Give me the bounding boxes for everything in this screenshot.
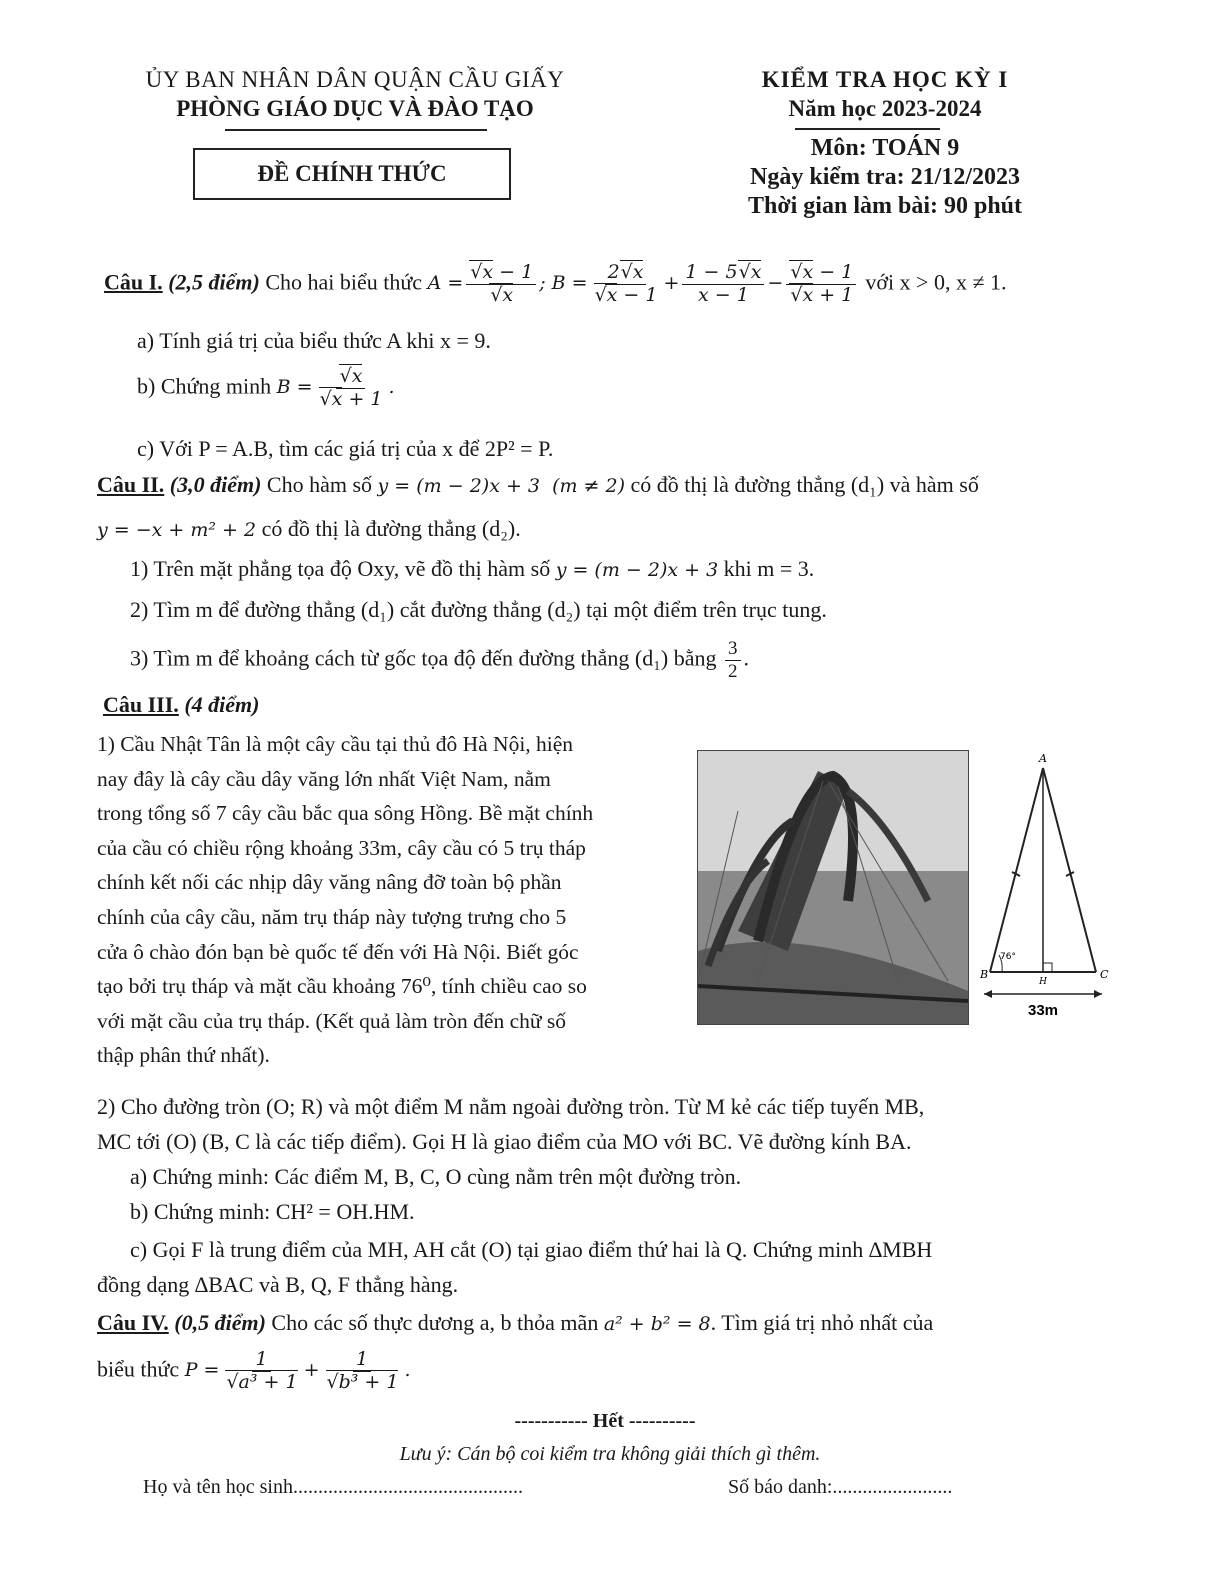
question-2-intro-text: Cho hàm số bbox=[266, 472, 373, 497]
question-2-points: (3,0 điểm) bbox=[169, 472, 262, 497]
text-line: 1) Cầu Nhật Tân là một cây cầu tại thủ đô Hà Nội, hiện bbox=[97, 732, 574, 756]
bridge-illustration bbox=[698, 751, 968, 1024]
question-2-part1-text: 1) Trên mặt phẳng tọa độ Oxy, vẽ đồ thị hàm số bbox=[130, 556, 551, 581]
text-line: thập phân thứ nhất). bbox=[97, 1043, 270, 1068]
text-line: tạo bởi trụ tháp và mặt cầu khoảng 76⁰, tính chiều cao so bbox=[97, 974, 587, 999]
question-3-points: (4 điểm) bbox=[184, 692, 260, 717]
expression-b-result: B = $\frac{√x}{√x + 1}$ . bbox=[276, 365, 395, 410]
question-2-part3-text: 3) Tìm m để khoảng cách từ gốc tọa độ đến đường thẳng (d₁) bằng bbox=[130, 645, 717, 671]
question-3-part2-line1: 2) Cho đường tròn (O; R) và một điểm M nằm ngoài đường tròn. Từ M kẻ các tiếp tuyến MB, bbox=[97, 1094, 925, 1119]
student-name-field[interactable]: Họ và tên học sinh.............................................. bbox=[143, 1476, 523, 1498]
question-2-intro bbox=[97, 472, 979, 498]
function-d2: y = −x + m² + 2 bbox=[97, 519, 257, 541]
question-4-expression-line bbox=[97, 1349, 411, 1394]
question-4-title: Câu IV. bbox=[97, 1310, 169, 1335]
header-left-underline bbox=[225, 129, 487, 131]
question-3-part2-line2: MC tới (O) (B, C là các tiếp điểm). Gọi H là giao điểm của MO với BC. Vẽ đường kính BA. bbox=[97, 1129, 912, 1154]
question-3-heading bbox=[103, 692, 259, 718]
expression-p: P = $\frac{1}{\text{√a³ + 1}}$ + $\frac{1}{\text{√b³ + 1}}$ . bbox=[184, 1348, 411, 1393]
function-d1: y = (m − 2)x + 3 (m ≠ 2) bbox=[377, 475, 626, 497]
question-4-points: (0,5 điểm) bbox=[174, 1310, 266, 1335]
question-1-points: (2,5 điểm) bbox=[168, 269, 260, 295]
question-1-intro-text: Cho hai biểu thức bbox=[265, 269, 423, 295]
proctor-note: Lưu ý: Cán bộ coi kiểm tra không giải thích gì thêm. bbox=[399, 1443, 821, 1465]
fraction-three-halves: $\frac{3}{2}$ bbox=[725, 638, 741, 683]
question-1-title: Câu I. bbox=[104, 269, 163, 295]
question-1b-text: b) Chứng minh bbox=[137, 373, 272, 399]
question-1b bbox=[137, 366, 395, 411]
question-3-part2c-line1: c) Gọi F là trung điểm của MH, AH cắt (O) tại giao điểm thứ hai là Q. Chứng minh ∆MBH bbox=[130, 1237, 933, 1262]
text-line: với mặt cầu của trụ tháp. (Kết quả làm tròn đến chữ số bbox=[97, 1008, 567, 1033]
question-3-part2c-line2: đồng dạng ∆BAC và B, Q, F thẳng hàng. bbox=[97, 1272, 459, 1297]
expression-a: A = $\frac{√x - 1}{√x}$ ; B = $\frac{2√x}{√x - 1}$ + $\frac{1 - 5√x}{x - 1}$ − $\frac{√x - 1}{√x + 1}$ bbox=[428, 272, 866, 294]
header-right-underline bbox=[795, 128, 940, 130]
question-2-part2: 2) Tìm m để đường thẳng (d₁) cắt đường thẳng (d₂) tại một điểm trên trục tung. bbox=[130, 597, 827, 622]
text-line: nay đây là cây cầu dây văng lớn nhất Việt Nam, nằm bbox=[97, 766, 551, 791]
text-line: cửa ô chào đón bạn bè quốc tế đến với Hà Nội. Biết góc bbox=[97, 939, 579, 964]
question-3-part2b: b) Chứng minh: CH² = OH.HM. bbox=[130, 1199, 415, 1224]
function-d1-plot: y = (m − 2)x + 3 bbox=[555, 559, 719, 581]
width-dimension bbox=[984, 990, 1102, 998]
end-marker: ----------- Hết ---------- bbox=[514, 1410, 696, 1432]
question-4-intro-tail: . Tìm giá trị nhỏ nhất của bbox=[710, 1310, 934, 1335]
question-3-part2a: a) Chứng minh: Các điểm M, B, C, O cùng nằm trên một đường tròn. bbox=[130, 1164, 742, 1189]
question-2-line2-tail: có đồ thị là đường thẳng (d₂). bbox=[261, 516, 521, 541]
question-1c: c) Với P = A.B, tìm các giá trị của x để 2P² = P. bbox=[137, 436, 554, 461]
question-2-intro-tail: có đồ thị là đường thẳng (d₁) và hàm số bbox=[630, 472, 979, 497]
exam-duration: Thời gian làm bài: 90 phút bbox=[747, 193, 1023, 219]
question-2-part1-suffix: khi m = 3. bbox=[723, 556, 815, 581]
question-2-title: Câu II. bbox=[97, 472, 165, 497]
question-1-intro bbox=[104, 262, 1007, 307]
text-line: chính của cây cầu, năm trụ tháp này tượng trưng cho 5 bbox=[97, 904, 567, 929]
question-3-part1 bbox=[97, 727, 677, 1073]
question-2-part3: 3) Tìm m để khoảng cách từ gốc tọa độ đến đường thẳng (d₁) bằng $\frac{3}{2}$ . bbox=[130, 638, 749, 682]
school-year: Năm học 2023-2024 bbox=[788, 96, 982, 121]
width-label: 33m bbox=[1027, 1002, 1059, 1019]
triangle-diagram bbox=[972, 750, 1122, 1025]
question-1a: a) Tính giá trị của biểu thức A khi x = 9. bbox=[137, 328, 491, 353]
constraint-expression: a² + b² = 8 bbox=[603, 1313, 711, 1335]
question-4-line2-text: biểu thức bbox=[97, 1356, 180, 1382]
department-name: ỦY BAN NHÂN DÂN QUẬN CẦU GIẤY bbox=[145, 67, 565, 92]
student-id-field[interactable]: Số báo danh:........................ bbox=[728, 1476, 953, 1498]
subject: Môn: TOÁN 9 bbox=[810, 135, 960, 161]
exam-title: KIỂM TRA HỌC KỲ I bbox=[761, 67, 1009, 92]
angle-label: 76° bbox=[1000, 952, 1016, 962]
text-line: của cầu có chiều rộng khoảng 33m, cây cầu có 5 trụ tháp bbox=[97, 835, 586, 860]
label-a: A bbox=[1039, 752, 1047, 765]
question-2-line2 bbox=[97, 516, 521, 542]
label-h: H bbox=[1039, 977, 1047, 987]
label-c: C bbox=[1100, 968, 1109, 981]
question-2-part1 bbox=[130, 556, 814, 582]
exam-date: Ngày kiểm tra: 21/12/2023 bbox=[750, 164, 1020, 190]
official-exam-box: ĐỀ CHÍNH THỨC bbox=[193, 148, 511, 200]
text-line: chính kết nối các nhịp dây văng nâng đỡ toàn bộ phần bbox=[97, 870, 562, 895]
question-4-intro-text: Cho các số thực dương a, b thỏa mãn bbox=[271, 1310, 599, 1335]
right-angle-mark bbox=[1043, 963, 1052, 972]
question-4-intro bbox=[97, 1310, 933, 1336]
label-b: B bbox=[980, 968, 989, 981]
question-1-condition: với x > 0, x ≠ 1. bbox=[865, 269, 1007, 295]
question-3-title: Câu III. bbox=[103, 692, 179, 717]
office-name: PHÒNG GIÁO DỤC VÀ ĐÀO TẠO bbox=[176, 96, 534, 121]
bridge-photo bbox=[697, 750, 969, 1025]
text-line: trong tổng số 7 cây cầu bắc qua sông Hồng. Bề mặt chính bbox=[97, 801, 594, 826]
